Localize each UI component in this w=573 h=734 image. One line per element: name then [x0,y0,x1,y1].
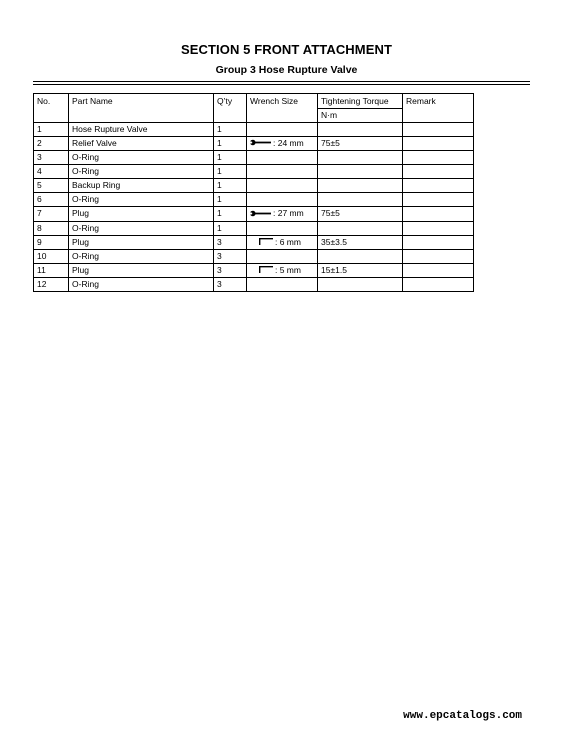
header-rule-top [33,81,530,82]
cell-wrench-size [247,221,318,235]
cell-no-text: 7 [37,208,42,219]
cell-torque-text: 15±1.5 [321,264,347,275]
cell-wrench-size [247,123,318,137]
cell-part-name-text: Plug [72,208,90,219]
cell-wrench-size-text: : 6 mm [275,236,301,247]
cell-qty [214,249,247,263]
table-row [34,221,474,235]
cell-part-name [69,123,214,137]
table-row [34,278,474,292]
cell-wrench-size [247,278,318,292]
cell-wrench-size [247,207,318,221]
cell-torque [318,249,403,263]
cell-no-text: 6 [37,194,42,205]
cell-part-name [69,221,214,235]
cell-no [34,263,69,277]
parts-table [33,93,474,292]
cell-remark [403,263,474,277]
cell-part-name-text: Relief Valve [72,138,117,148]
table-row [34,123,474,137]
cell-qty-text: 1 [217,208,222,219]
cell-part-name-text: O-Ring [72,222,99,233]
cell-remark [403,123,474,137]
cell-remark [403,249,474,263]
cell-part-name [69,165,214,179]
cell-part-name [69,278,214,292]
cell-no [34,207,69,221]
cell-qty [214,193,247,207]
cell-remark [403,221,474,235]
hex-key-icon [258,237,274,248]
cell-qty-text: 1 [217,194,222,205]
cell-wrench-size [247,235,318,249]
cell-torque [318,278,403,292]
cell-remark [403,151,474,165]
cell-wrench-size-text: : 27 mm [273,208,304,219]
cell-torque [318,235,403,249]
table-row [34,235,474,249]
cell-qty [214,221,247,235]
spanner-icon [250,209,272,220]
cell-no-text: 5 [37,180,42,191]
cell-torque [318,137,403,151]
table-row [34,263,474,277]
cell-no [34,165,69,179]
cell-no-text: 11 [37,264,46,275]
cell-no [34,221,69,235]
cell-qty [214,123,247,137]
cell-qty [214,263,247,277]
cell-wrench-size [247,249,318,263]
cell-no [34,249,69,263]
cell-remark [403,207,474,221]
table-row [34,207,474,221]
cell-no-text: 9 [37,236,42,247]
cell-torque [318,207,403,221]
cell-qty-text: 1 [217,166,222,177]
cell-no [34,151,69,165]
col-header-wrench-size: Wrench Size [247,94,318,123]
col-header-remark: Remark [403,94,474,123]
col-header-no: No. [34,94,69,123]
cell-qty-text: 3 [217,264,222,275]
cell-part-name-text: O-Ring [72,166,99,177]
table-header-row [34,94,474,109]
cell-no-text: 4 [37,166,42,177]
cell-part-name-text: O-Ring [72,279,99,289]
cell-no [34,193,69,207]
cell-no-text: 8 [37,222,42,233]
table-row [34,179,474,193]
cell-wrench-size [247,263,318,277]
col-header-part-name: Part Name [69,94,214,123]
cell-no [34,179,69,193]
cell-torque [318,221,403,235]
cell-wrench-size-text: : 5 mm [275,264,301,275]
cell-torque [318,263,403,277]
cell-remark [403,193,474,207]
cell-qty-text: 3 [217,279,222,289]
cell-part-name [69,249,214,263]
cell-remark [403,165,474,179]
col-header-qty: Q’ty [214,94,247,123]
cell-remark [403,179,474,193]
table-row [34,137,474,151]
cell-qty-text: 1 [217,152,222,163]
table-row [34,193,474,207]
cell-qty-text: 1 [217,222,222,233]
cell-qty [214,137,247,151]
cell-qty [214,165,247,179]
cell-no [34,137,69,151]
cell-torque-text: 75±5 [321,138,340,148]
cell-no-text: 2 [37,138,42,148]
cell-torque-text: 75±5 [321,208,340,219]
cell-remark [403,235,474,249]
header-rule-bottom [33,84,530,85]
cell-part-name-text: O-Ring [72,194,99,205]
cell-no [34,123,69,137]
cell-wrench-size [247,137,318,151]
website-link[interactable]: www.epcatalogs.com [403,710,522,722]
cell-part-name-text: O-Ring [72,250,99,261]
cell-qty-text: 1 [217,180,222,191]
cell-torque [318,123,403,137]
cell-no-text: 12 [37,279,47,289]
cell-part-name [69,207,214,221]
cell-wrench-size [247,193,318,207]
cell-wrench-size [247,165,318,179]
cell-part-name-text: Plug [72,236,90,247]
section-title: SECTION 5 FRONT ATTACHMENT [180,42,393,57]
group-title: Group 3 Hose Rupture Valve [215,64,358,76]
table-row [34,151,474,165]
cell-wrench-size [247,179,318,193]
cell-wrench-size-text: : 24 mm [273,138,304,148]
cell-no-text: 1 [37,124,42,134]
cell-part-name-text: O-Ring [72,152,99,163]
cell-part-name [69,151,214,165]
hex-key-icon [258,265,274,276]
table-row [34,249,474,263]
cell-qty [214,207,247,221]
cell-qty [214,278,247,292]
cell-torque [318,179,403,193]
cell-remark [403,137,474,151]
cell-qty [214,235,247,249]
cell-remark [403,278,474,292]
cell-part-name [69,235,214,249]
cell-qty-text: 3 [217,236,222,247]
cell-qty [214,179,247,193]
cell-part-name [69,137,214,151]
cell-qty [214,151,247,165]
cell-torque [318,151,403,165]
cell-part-name-text: Plug [72,264,90,275]
cell-qty-text: 1 [217,124,222,134]
spanner-icon [250,138,272,149]
cell-part-name-text: Hose Rupture Valve [72,124,148,134]
cell-torque-text: 35±3.5 [321,236,347,247]
table-row [34,165,474,179]
cell-torque [318,193,403,207]
cell-part-name [69,179,214,193]
cell-part-name-text: Backup Ring [72,180,121,191]
cell-part-name [69,263,214,277]
cell-no [34,278,69,292]
cell-wrench-size [247,151,318,165]
cell-no-text: 3 [37,152,42,163]
col-header-tightening-torque: Tightening Torque [318,94,403,109]
cell-part-name [69,193,214,207]
cell-torque [318,165,403,179]
parts-table-body [34,123,474,292]
col-header-torque-unit: N·m [318,109,403,123]
cell-qty-text: 3 [217,250,222,261]
cell-qty-text: 1 [217,138,222,148]
cell-no [34,235,69,249]
cell-no-text: 10 [37,250,47,261]
